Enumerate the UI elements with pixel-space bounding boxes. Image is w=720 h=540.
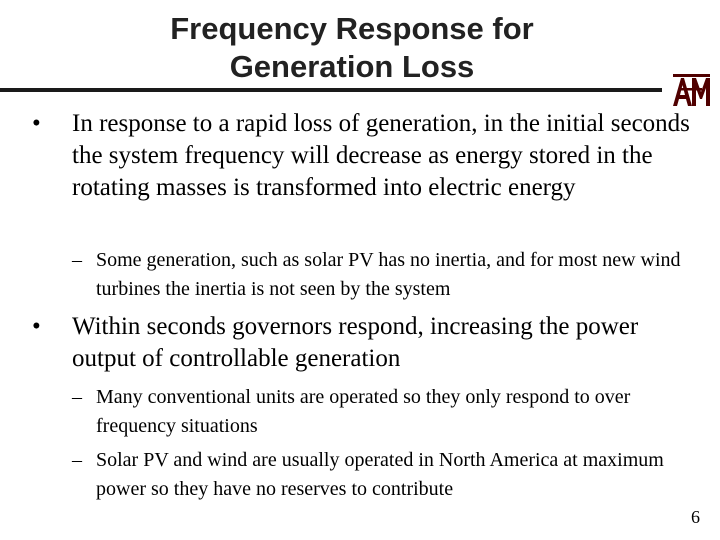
texas-am-logo-icon bbox=[670, 72, 712, 108]
bullet-marker: • bbox=[32, 313, 41, 340]
sub-bullet-1-1-text: Some generation, such as solar PV has no inertia, and for most new wind turbines the inertia is not seen by the system bbox=[96, 249, 681, 300]
sub-bullet-1-1 bbox=[72, 246, 702, 304]
bullet-marker: • bbox=[32, 110, 41, 137]
dash-marker: – bbox=[72, 449, 82, 471]
slide-title-line-1: Frequency Response for bbox=[170, 11, 534, 46]
sub-bullet-2-1-text: Many conventional units are operated so they only respond to over frequency situations bbox=[96, 386, 631, 437]
sub-bullet-2-1 bbox=[72, 383, 702, 441]
title-divider bbox=[0, 88, 662, 92]
bullet-1-text: In response to a rapid loss of generation, in the initial seconds the system frequency will decrease as energy stored in the rotating masses is transformed into electric energy bbox=[72, 110, 690, 201]
dash-marker: – bbox=[72, 249, 82, 271]
sub-bullet-2-2 bbox=[72, 446, 702, 504]
sub-bullet-2-2-text: Solar PV and wind are usually operated in North America at maximum power so they have no reserves to contribute bbox=[96, 449, 664, 500]
bullet-2-text: Within seconds governors respond, increasing the power output of controllable generation bbox=[72, 313, 639, 372]
dash-marker: – bbox=[72, 386, 82, 408]
bullet-2 bbox=[32, 311, 692, 375]
page-number: 6 bbox=[691, 507, 700, 527]
bullet-1 bbox=[32, 108, 692, 204]
slide-title-line-2: Generation Loss bbox=[229, 49, 475, 84]
slide-title bbox=[60, 10, 644, 86]
